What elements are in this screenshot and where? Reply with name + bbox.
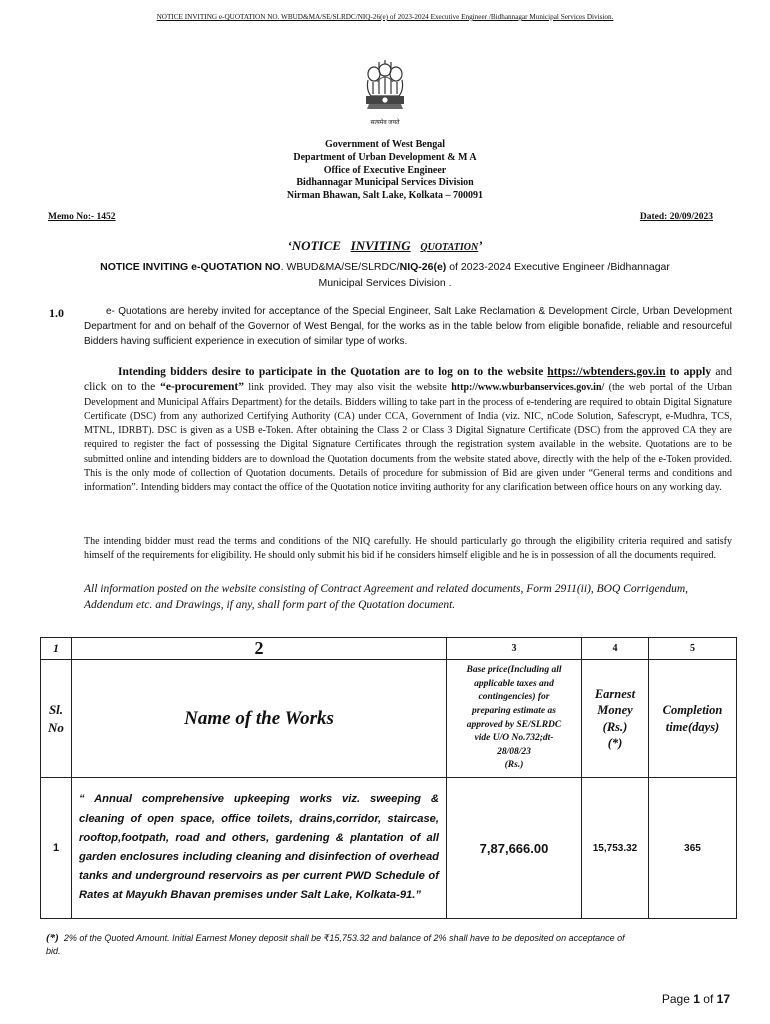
cell-work-description: “ Annual comprehensive upkeeping works viz. sweeping & cleaning of open space, office toilets, drains,corridor, staircase, rooftop,footpath, road and others, gardening & plantation of all garden enclosures including cleaning and disinfection of overhead tanks and underground reservoirs as per current PWD Schedule of Rates at Mayukh Bhavan premises under Salt Lake, Kolkata-91.”	[72, 778, 447, 919]
gov-line: Office of Executive Engineer	[323, 164, 447, 176]
title-quotation: QUOTATION	[420, 242, 479, 253]
paragraph-eligibility: The intending bidder must read the terms and conditions of the NIQ carefully. He should particularly go through the eligibility criteria required and satisfy himself of the requirements for eligibility. He should only submit his bid if he considers himself eligible and he is in possession of all the documents required.	[84, 536, 732, 562]
table-header-row	[41, 660, 737, 778]
header-text: Completion	[662, 703, 723, 717]
header-text: vide U/O No.732;dt-	[474, 733, 554, 744]
col-number: 5	[649, 638, 737, 660]
header-base-price	[447, 660, 582, 778]
cell-sl-no: 1	[41, 778, 72, 919]
col-number: 4	[582, 638, 649, 660]
title-inviting: INVITING	[350, 238, 411, 253]
cell-base-price: 7,87,666.00	[447, 778, 582, 919]
header-completion-time	[649, 660, 737, 778]
wbtenders-link[interactable]: https://wbtenders.gov.in	[547, 366, 666, 378]
header-text: applicable taxes and	[474, 678, 554, 689]
title-close: ’	[478, 238, 483, 253]
paragraph-procedure	[84, 365, 732, 496]
header-earnest-money	[582, 660, 649, 778]
para2-lead: Intending bidders desire to participate in the Quotation are to log on to the website	[118, 366, 544, 378]
header-text: preparing estimate as	[472, 705, 556, 716]
gov-line: Bidhannagar Municipal Services Division	[296, 177, 474, 189]
e-procurement-text: “e-procurement”	[160, 381, 244, 394]
page-number	[662, 992, 730, 1006]
paragraph-invitation: e- Quotations are hereby invited for acceptance of the Special Engineer, Salt Lake Reclamation & Development Circle, Urban Development Department for and on behalf of the Governor of West Bengal, for the works as in the table below from eligible bonafide, reliable and resourceful Bidders having sufficient experience in execution of similar type of works.	[84, 306, 732, 348]
footnote-text: 2% of the Quoted Amount. Initial Earnest Money deposit shall be ₹15,753.32 and balance of 2% shall have to be deposited on acceptance of	[63, 933, 625, 943]
header-text: (Rs.)	[504, 760, 524, 771]
para2-mid2: link provided. They may also visit the website	[243, 382, 452, 394]
header-text: time(days)	[665, 719, 720, 734]
header-text: 28/08/23	[497, 746, 531, 757]
gov-line: Department of Urban Development & M A	[293, 151, 477, 163]
header-name-of-works: Name of the Works	[72, 660, 447, 778]
memo-date: Dated: 20/09/2023	[639, 212, 713, 222]
cell-completion-time: 365	[649, 778, 737, 919]
col-number: 1	[41, 638, 72, 660]
header-text: contingencies) for	[478, 692, 550, 703]
gov-line: Government of West Bengal	[324, 139, 446, 150]
header-text: Sl.	[48, 701, 64, 717]
footnote-mark: (*)	[46, 932, 59, 944]
header-text: Money	[597, 703, 633, 717]
col-number: 2	[72, 638, 447, 660]
header-sl-no	[41, 660, 72, 778]
cell-earnest-money: 15,753.32	[582, 778, 649, 919]
section-number: 1.0	[49, 306, 64, 320]
state-emblem-icon	[357, 60, 413, 122]
niq-ref-pre: . WBUD&MA/SE/SLRDC/	[280, 261, 400, 273]
table-row	[41, 778, 737, 919]
notice-title	[0, 238, 770, 254]
paragraph-documents: All information posted on the website consisting of Contract Agreement and related documents, Form 2911(ii), BOQ Corrigendum, Addendum etc. and Drawings, if any, shall form part of the Quotation document.	[84, 583, 689, 611]
header-text: (Rs.)	[602, 719, 628, 734]
footnote	[46, 930, 736, 946]
memo-number: Memo No:- 1452	[48, 212, 116, 222]
works-table	[40, 637, 737, 919]
wburbanservices-link[interactable]: http://www.wburbanservices.gov.in/	[451, 382, 605, 394]
running-header: NOTICE INVITING e-QUOTATION NO. WBUD&MA/SE/SLRDC/NIQ-26(e) of 2023-2024 Executive Engineer /Bidhannagar Municipal Services Division.	[156, 13, 614, 21]
para2-apply: to apply	[665, 366, 712, 378]
niq-label: NOTICE INVITING e-QUOTATION NO	[100, 261, 281, 273]
title-open: ‘NOTICE	[287, 238, 341, 253]
col-number: 3	[447, 638, 582, 660]
header-text: Earnest	[594, 686, 636, 701]
para2-rest: (the web portal of the Urban Development and Municipal Affairs Department) for the details. Bidders willing to take part in the process of e-tendering are required to obtain Digital Signature Certificate (DSC) from any authorized Certifying Authority (CA) under CCA, Government of India (viz. NIC, nCode Solution, Safescrypt, e-Mudhra, TCS, MTNL, IDRBT). DSC is given as a USB e-Token. After obtaining the Class 2 or Class 3 Digital Signature Certificate (DSC) from the approved CA they are required to register the fact of possessing the Digital Signature Certificates through the registration system available in the website. Quotations are to be submitted online and intending bidders are to download the Quotation documents from the website stated above, directly with the help of the e-Token provided. This is the only mode of collection of Quotation documents. Details of procedure for submission of Bid are given under “General terms and conditions and information”. Intending bidders may contact the office of the Quotation notice inviting authority for any clarification between office hours on any working day.	[84, 382, 732, 494]
table-column-number-row	[41, 638, 737, 660]
header-text: No	[48, 719, 64, 735]
office-address-block	[0, 139, 770, 203]
gov-line: Nirman Bhawan, Salt Lake, Kolkata – 700091	[286, 190, 484, 202]
footnote-tail: bid.	[46, 946, 61, 956]
page-of: of	[703, 992, 714, 1006]
niq-ref-bold: NIQ-26(e)	[399, 261, 447, 273]
page-label: Page	[661, 992, 690, 1006]
page-current: 1	[693, 992, 700, 1006]
niq-reference	[80, 259, 690, 291]
header-text: (*)	[607, 736, 623, 750]
page-total: 17	[716, 992, 730, 1006]
emblem-caption: सत्यमेव जयते	[370, 120, 400, 126]
header-text: approved by SE/SLRDC	[466, 719, 562, 730]
para2-mid1: and click on to the	[84, 366, 732, 394]
header-text: Base price(Including all	[466, 665, 562, 676]
niq-ref-post: of 2023-2024 Executive Engineer /Bidhannagar Municipal Services Division .	[318, 261, 670, 289]
